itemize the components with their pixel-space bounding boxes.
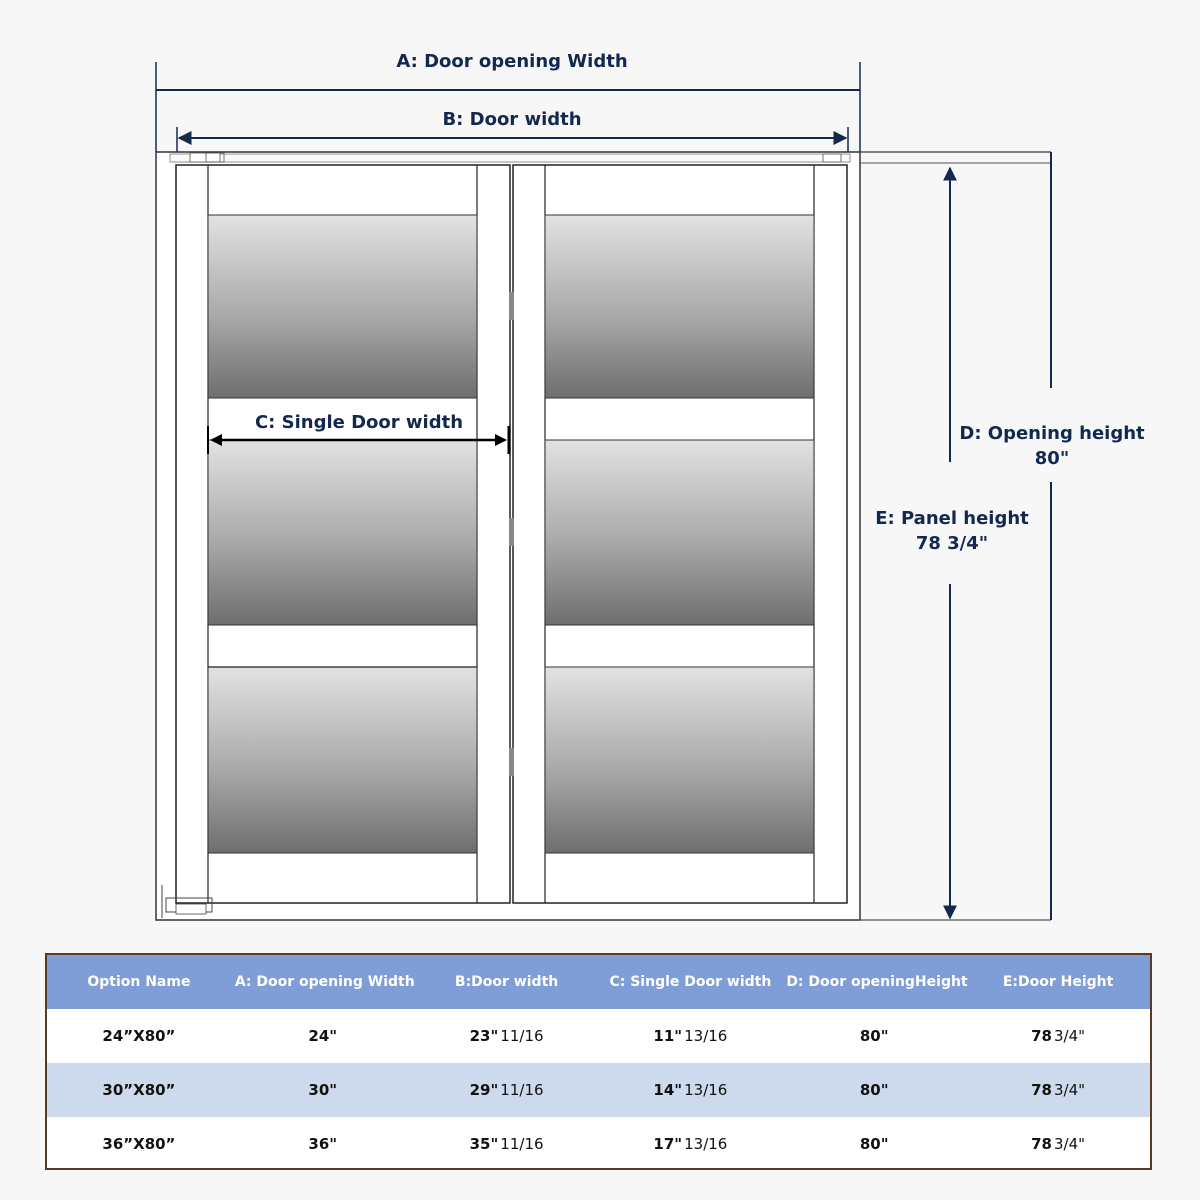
table-row	[47, 1009, 1150, 1063]
header-single-door-width: C: Single Door width	[598, 955, 782, 1009]
cell-d: 80"	[782, 1063, 966, 1117]
cell-a: 24"	[308, 1027, 338, 1045]
table-row	[47, 1117, 1150, 1171]
right-door-glass-middle	[545, 440, 814, 625]
dimension-e-value: 78 3/4"	[915, 533, 989, 554]
cell-b-main: 29"	[469, 1081, 499, 1099]
cell-option: 36”X80”	[102, 1135, 176, 1153]
dimension-b-label: B: Door width	[442, 109, 582, 130]
track-stopper-right	[823, 154, 841, 162]
cell-c-frac: 13/16	[684, 1027, 728, 1045]
cell-e-main: 78	[1031, 1081, 1052, 1099]
cell-e-frac: 3/4"	[1053, 1027, 1086, 1045]
right-door-glass-top	[545, 215, 814, 398]
cell-b-main: 35"	[469, 1135, 499, 1153]
cell-c-main: 14"	[653, 1081, 683, 1099]
cell-e-main: 78	[1031, 1135, 1052, 1153]
left-door-glass-middle	[208, 440, 477, 625]
cell-c	[598, 1009, 782, 1063]
cell-b-frac: 11/16	[500, 1027, 544, 1045]
cell-d: 80"	[859, 1135, 889, 1153]
dimension-d-value: 80"	[1034, 448, 1070, 469]
track-roller-left	[190, 153, 224, 162]
cell-c-main: 11"	[653, 1027, 683, 1045]
cell-b	[415, 1063, 599, 1117]
cell-a: 30"	[231, 1063, 415, 1117]
header-door-height: E:Door Height	[966, 955, 1150, 1009]
cell-c-main: 17"	[653, 1135, 683, 1153]
left-door-glass-top	[208, 215, 477, 398]
cell-c-frac: 13/16	[684, 1081, 728, 1099]
cell-c	[598, 1063, 782, 1117]
cell-b	[415, 1117, 599, 1171]
table-row	[47, 1063, 1150, 1117]
dimension-e-label: E: Panel height	[875, 508, 1029, 529]
size-options-table	[45, 953, 1152, 1170]
header-option-name: Option Name	[47, 955, 231, 1009]
dimension-a-label: A: Door opening Width	[396, 51, 628, 72]
cell-b	[415, 1009, 599, 1063]
header-door-opening-height: D: Door openingHeight	[782, 955, 966, 1009]
cell-e	[966, 1009, 1150, 1063]
header-door-opening-width: A: Door opening Width	[231, 955, 415, 1009]
cell-e	[966, 1063, 1150, 1117]
right-door-glass-bottom	[545, 667, 814, 853]
right-door-panel	[513, 165, 847, 903]
cell-c-frac: 13/16	[684, 1135, 728, 1153]
cell-option: 24”X80”	[102, 1027, 176, 1045]
table-header-row	[47, 955, 1150, 1009]
header-door-width: B:Door width	[415, 955, 599, 1009]
dimension-c-label: C: Single Door width	[254, 412, 464, 433]
cell-c	[598, 1117, 782, 1171]
left-door-panel	[176, 165, 510, 903]
cell-b-main: 23"	[469, 1027, 499, 1045]
cell-e-frac: 3/4"	[1053, 1135, 1086, 1153]
dimension-d-label: D: Opening height	[959, 423, 1145, 444]
cell-e-main: 78	[1031, 1027, 1052, 1045]
cell-e-frac: 3/4"	[1053, 1081, 1086, 1099]
cell-e	[966, 1117, 1150, 1171]
cell-b-frac: 11/16	[500, 1135, 544, 1153]
cell-a: 36"	[308, 1135, 338, 1153]
cell-b-frac: 11/16	[500, 1081, 544, 1099]
cell-option: 30”X80”	[47, 1063, 231, 1117]
left-door-glass-bottom	[208, 667, 477, 853]
cell-d: 80"	[859, 1027, 889, 1045]
